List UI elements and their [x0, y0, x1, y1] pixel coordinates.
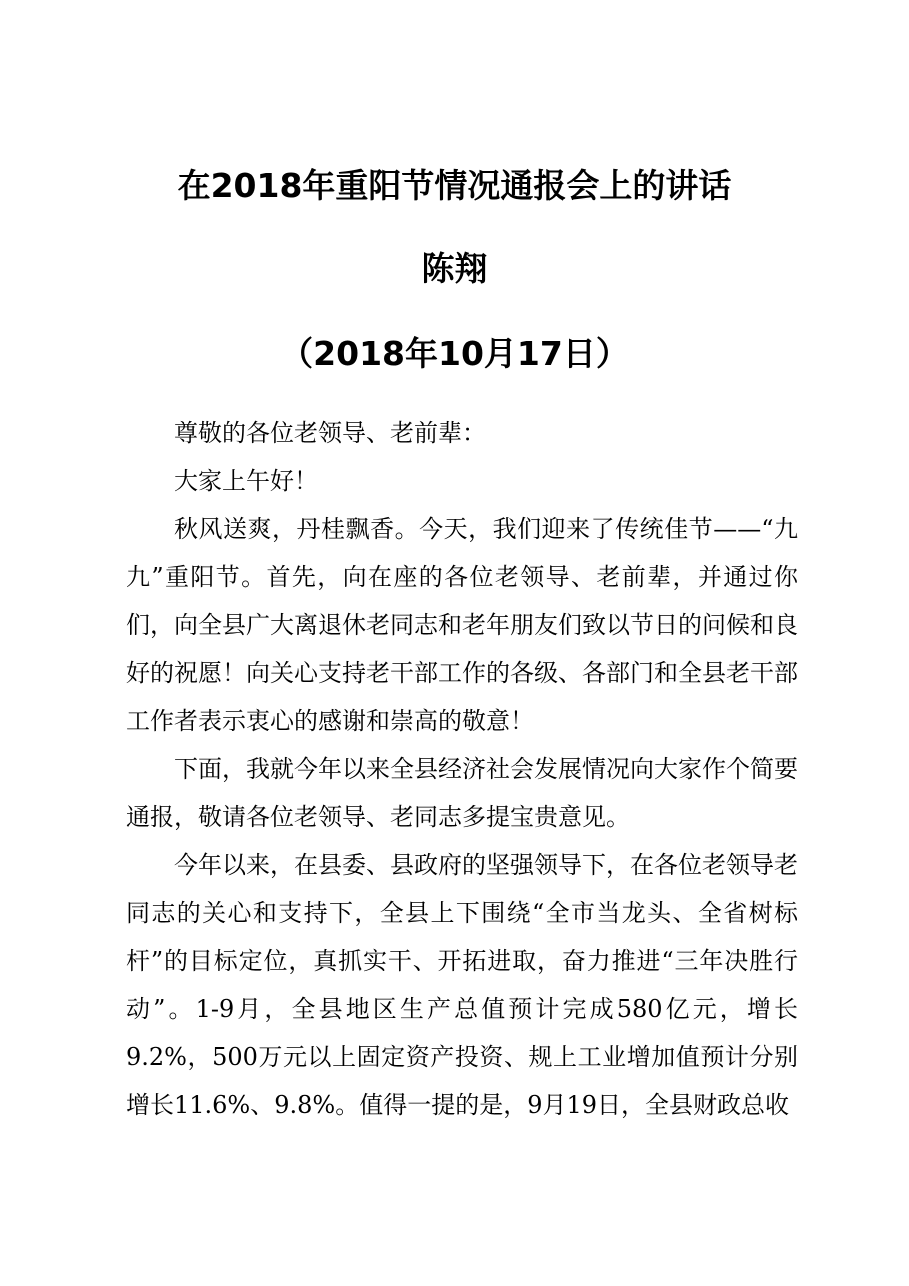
paragraph: 今年以来，在县委、县政府的坚强领导下，在各位老领导老同志的关心和支持下，全县上下围绕“全市当龙头、全省树标杆”的目标定位，真抓实干、开拓进取，奋力推进“三年决胜行动”。1-9月，全县地区生产总值预计完成580亿元，增长9.2%，500万元以上固定资产投资、规上工业增加值预计分别增长11.6%、9.8%。值得一提的是，9月19日，全县财政总收 — [126, 851, 798, 1119]
speech-date: （2018年10月17日） — [280, 334, 629, 373]
paragraph: 秋风送爽，丹桂飘香。今天，我们迎来了传统佳节——“九九”重阳节。首先，向在座的各位老领导、老前辈，并通过你们，向全县广大离退休老同志和老年朋友们致以节日的问候和良好的祝愿！向关心支持老干部工作的各级、各部门和全县老干部工作者表示衷心的感谢和崇高的敬意！ — [126, 515, 798, 735]
document-title: 在2018年重阳节情况通报会上的讲话 — [177, 166, 732, 205]
greeting: 大家上午好！ — [174, 467, 318, 495]
speech-body — [126, 409, 798, 1129]
salutation: 尊敬的各位老领导、老前辈： — [174, 419, 486, 447]
paragraph: 下面，我就今年以来全县经济社会发展情况向大家作个简要通报，敬请各位老领导、老同志多提宝贵意见。 — [126, 755, 798, 831]
speaker-name: 陈翔 — [421, 249, 488, 288]
